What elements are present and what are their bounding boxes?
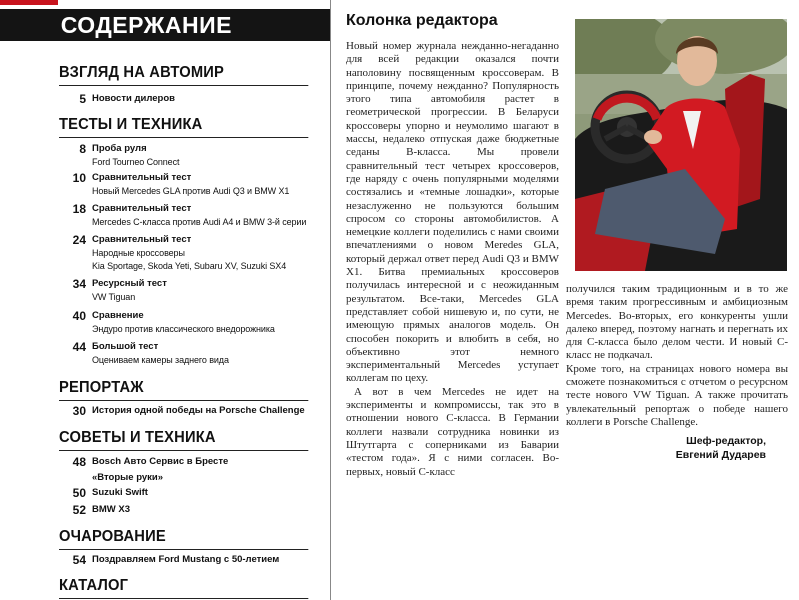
entry-title: Ресурсный тест	[92, 278, 167, 289]
page-number: 52	[72, 503, 86, 517]
toc-title: СОДЕРЖАНИЕ	[0, 9, 330, 41]
section-title: ОЧАРОВАНИЕ	[59, 528, 308, 550]
entry-title: Сравнительный тест	[92, 172, 192, 183]
entry-title: История одной победы на Porsche Challenge	[92, 405, 305, 416]
column-divider	[330, 0, 331, 600]
entry-subtitle: Новый Mercedes GLA против Audi Q3 и BMW X1	[92, 186, 290, 196]
section-heading	[59, 429, 330, 451]
entry-title: Suzuki Swift	[92, 487, 148, 498]
editorial-paragraph: Новый номер журнала нежданно-негаданно для всей редакции оказался почти наполовину посвященным кроссоверам. В принципе, почему нежданно? Популярность этого типа автомобиля растет в геометрической прогрессии. В Беларуси кроссоверы упорно и неумолимо шагают в массы, недалеко отпуская даже бюджетные седаны B-класса. Мы провели сравнительный тест четырех кроссоверов, где наряду с очень популярными моделями состязались и «темные лошадки», которые незаслуженно не пользуются большим спросом со стороны автомобилистов. А немецкие коллеги поделились с нами своими впечатлениями о новом Meredes GLA, который держал ответ перед Audi Q3 и BMW X1. Битва премиальных кроссоверов получилась интересной и с неожиданным результатом. Все-таки, Mercedes GLA представляет собой нишевую и, по сути, не имеющую прямых аналогов модель. Он способен покорить и влюбить в себя, но объективно этот немного экспериментальный Mercedes уступает коллегам по цеху.	[346, 40, 559, 385]
page-number: 24	[72, 233, 86, 247]
page-number: 40	[72, 309, 86, 323]
page-number: 30	[72, 404, 86, 418]
entry-subtitle: Kia Sportage, Skoda Yeti, Subaru XV, Suzuki SX4	[92, 261, 287, 271]
entry-subtitle: Ford Tourneo Connect	[92, 157, 180, 167]
signature-role: Шеф-редактор,	[686, 435, 766, 447]
entry-subtitle: Эндуро против классического внедорожника	[92, 324, 275, 334]
editor-signature	[676, 434, 766, 462]
entry-subtitle: Оцениваем камеры заднего вида	[92, 355, 229, 365]
accent-bar	[0, 0, 58, 5]
page-number: 10	[72, 171, 86, 185]
entry-title: Сравнение	[92, 310, 144, 321]
section-heading	[59, 64, 330, 86]
page-number: 8	[79, 142, 86, 156]
entry-title: Сравнительный тест	[92, 234, 192, 245]
signature-name: Евгений Дударев	[675, 449, 766, 461]
section-title: КАТАЛОГ	[59, 577, 308, 599]
section-heading	[59, 116, 330, 138]
entry-title: Большой тест	[92, 341, 159, 352]
entry-title: Проба руля	[92, 143, 147, 154]
entry-subtitle: VW Tiguan	[92, 292, 136, 302]
editorial-title: Колонка редактора	[346, 12, 498, 29]
page-number: 44	[72, 340, 86, 354]
section-title: ВЗГЛЯД НА АВТОМИР	[59, 64, 308, 86]
page-number: 5	[79, 92, 86, 106]
entry-title: Сравнительный тест	[92, 203, 192, 214]
section-title: РЕПОРТАЖ	[59, 379, 308, 401]
editorial-body-left	[346, 40, 559, 479]
entry-subtitle: Mercedes C-класса против Audi A4 и BMW 3-й серии	[92, 217, 307, 227]
page-number: 54	[72, 553, 86, 567]
table-of-contents	[0, 0, 330, 600]
page-number: 50	[72, 486, 86, 500]
section-title: СОВЕТЫ И ТЕХНИКА	[59, 429, 308, 451]
entry-title: Новости дилеров	[92, 93, 175, 104]
editorial-paragraph: получился таким традиционным и в то же время таким прогрессивным и амбициозным Mercedes. Во-вторых, его конкуренты ушли далеко вперед, поэтому нагнать и перегнать их для C-класса было делом чести. И новый C-класс не подкачал.	[566, 283, 788, 362]
section-heading	[59, 528, 330, 550]
page-number: 48	[72, 455, 86, 469]
section-heading	[59, 577, 330, 599]
editorial-paragraph: А вот в чем Mercedes не идет на эксперименты и компромиссы, так это в отношении нового C-класса. В Германии коллеги назвали сотрудника новинки из Штутгарта с соперниками из Баварии «тестом года». Я с ними согласен. Во-первых, новый C-класс	[346, 385, 559, 478]
page-number: 34	[72, 277, 86, 291]
entry-title: BMW X3	[92, 504, 130, 515]
entry-subtitle: «Вторые руки»	[92, 472, 164, 483]
entry-subtitle: Народные кроссоверы	[92, 248, 185, 258]
editorial-paragraph: Кроме того, на страницах нового номера вы сможете познакомиться с отчетом о ресурсном тесте нового VW Tiguan. А также прочитать увлекательный репортаж о победе нашего коллеги в Porsche Challenge.	[566, 362, 788, 428]
entry-title: Bosch Авто Сервис в Бресте	[92, 456, 229, 467]
section-title: ТЕСТЫ И ТЕХНИКА	[59, 116, 308, 138]
editorial-body-right	[566, 283, 788, 429]
editor-photo	[575, 19, 787, 271]
page-number: 18	[72, 202, 86, 216]
entry-title: Поздравляем Ford Mustang с 50-летием	[92, 554, 280, 565]
section-heading	[59, 379, 330, 401]
